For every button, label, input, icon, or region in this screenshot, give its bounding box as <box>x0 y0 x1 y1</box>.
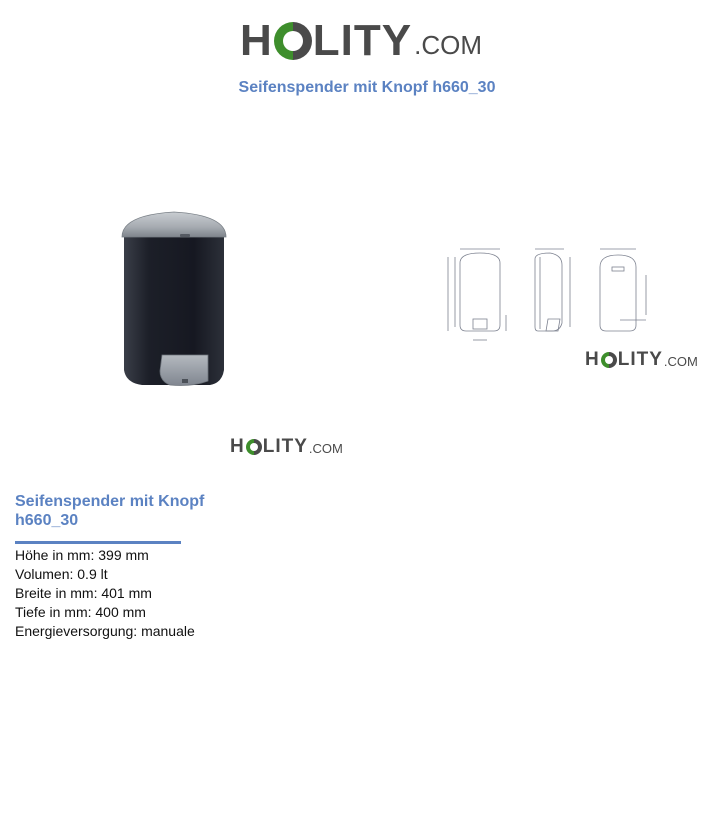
logo-letter-h: H <box>230 436 245 457</box>
product-title: Seifenspender mit Knopf h660_30 <box>15 493 205 529</box>
spec-item-volume: Volumen: 0.9 lt <box>15 566 108 582</box>
photo-logo <box>230 437 343 457</box>
logo-letters: LITY <box>312 16 413 65</box>
logo-domain: .COM <box>308 441 343 456</box>
drawing-logo <box>585 350 698 370</box>
logo-letter-h: H <box>240 16 273 65</box>
logo-domain: .COM <box>414 30 482 60</box>
spec-list <box>15 546 195 641</box>
logo-letter-h: H <box>585 349 600 370</box>
spec-item-depth: Tiefe in mm: 400 mm <box>15 604 146 620</box>
spec-item-height: Höhe in mm: 399 mm <box>15 547 149 563</box>
logo-letters: LITY <box>617 349 663 370</box>
title-underline <box>15 541 181 544</box>
spec-item-power: Energieversorgung: manuale <box>15 623 195 639</box>
logo-domain: .COM <box>663 354 698 369</box>
logo-ring-icon <box>601 352 617 368</box>
logo-ring-icon <box>274 22 312 60</box>
brand-logo <box>240 12 482 64</box>
technical-drawing <box>440 245 665 345</box>
product-photo <box>112 205 237 395</box>
spec-item-width: Breite in mm: 401 mm <box>15 585 152 601</box>
page-subtitle: Seifenspender mit Knopf h660_30 <box>238 79 496 96</box>
logo-ring-icon <box>246 439 262 455</box>
logo-letters: LITY <box>262 436 308 457</box>
